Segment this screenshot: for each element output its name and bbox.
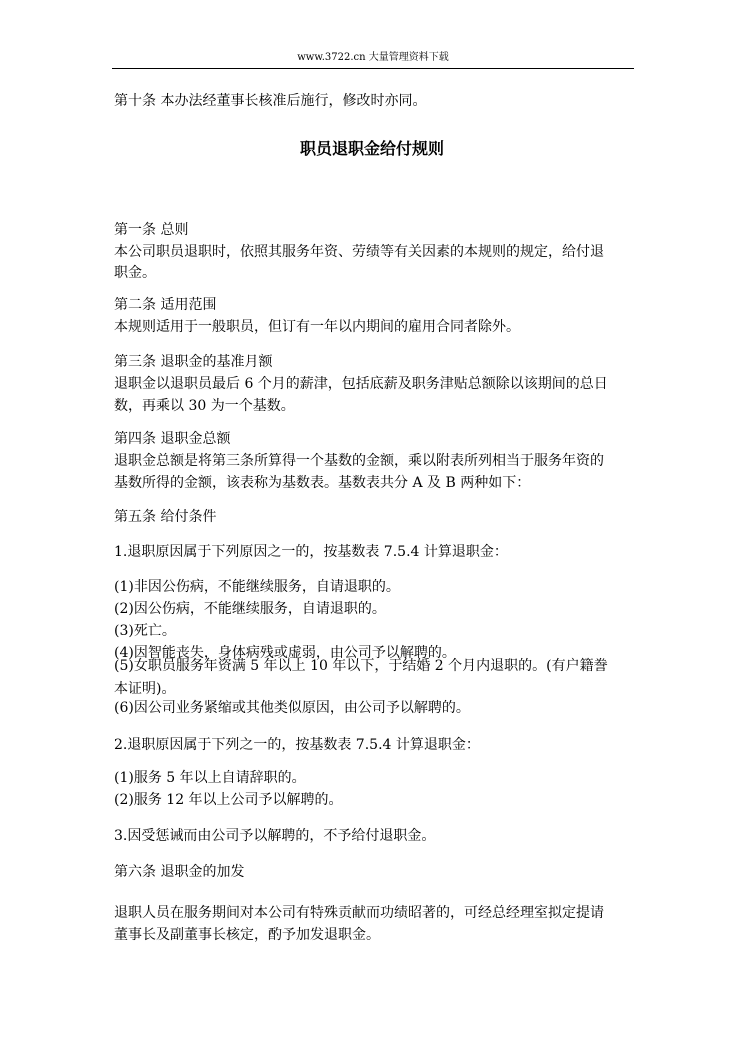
condition-2-item: (1)服务 5 年以上自请辞职的。 [114, 770, 306, 786]
article-4-text: 基数所得的金额，该表称为基数表。基数表共分 A 及 B 两种如下： [114, 475, 531, 491]
article-1-text: 本公司职员退职时，依照其服务年资、劳绩等有关因素的本规则的规定，给付退 [114, 244, 604, 260]
condition-2: 2.退职原因属于下列之一的，按基数表 7.5.4 计算退职金： [114, 737, 480, 753]
article-1-heading: 第一条 总则 [114, 222, 189, 238]
article-3-text: 数，再乘以 30 为一个基数。 [114, 398, 295, 414]
article-6-text: 退职人员在服务期间对本公司有特殊贡献而功绩昭著的，可经总经理室拟定提请 [114, 905, 604, 921]
condition-1-item: (2)因公伤病，不能继续服务，自请退职的。 [114, 601, 386, 617]
intro-text: 第十条 本办法经董事长核准后施行，修改时亦同。 [114, 93, 427, 109]
article-2-heading: 第二条 适用范围 [114, 297, 217, 313]
condition-1: 1.退职原因属于下列原因之一的，按基数表 7.5.4 计算退职金： [114, 544, 508, 560]
article-4-heading: 第四条 退职金总额 [114, 431, 231, 447]
article-1-text: 职金。 [114, 265, 156, 281]
condition-1-item: 本证明)。 [114, 681, 176, 697]
article-6-text: 董事长及副董事长核定，酌予加发退职金。 [114, 927, 380, 943]
page-header: www.3722.cn 大量管理资料下载 [112, 50, 634, 69]
article-3-text: 退职金以退职员最后 6 个月的薪津，包括底薪及职务津贴总额除以该期间的总日 [114, 376, 608, 392]
condition-2-item: (2)服务 12 年以上公司予以解聘的。 [114, 792, 343, 808]
document-title: 职员退职金给付规则 [299, 139, 444, 158]
condition-1-item: (6)因公司业务紧缩或其他类似原因，由公司予以解聘的。 [114, 700, 470, 716]
condition-1-item: (5)女职员服务年资满 5 年以上 10 年以下，于结婚 2 个月内退职的。(有户籍誊 [114, 658, 608, 674]
article-6-heading: 第六条 退职金的加发 [114, 864, 245, 880]
article-2-text: 本规则适用于一般职员，但订有一年以内期间的雇用合同者除外。 [114, 319, 520, 335]
condition-1-item: (3)死亡。 [114, 623, 176, 639]
article-3-heading: 第三条 退职金的基准月额 [114, 354, 273, 370]
condition-1-item: (4)因智能丧失，身体病残或虚弱，由公司予以解聘的。 [114, 645, 456, 661]
condition-1-item: (1)非因公伤病，不能继续服务，自请退职的。 [114, 579, 400, 595]
condition-3: 3.因受惩诫而由公司予以解聘的，不予给付退职金。 [114, 828, 436, 844]
article-4-text: 退职金总额是将第三条所算得一个基数的金额，乘以附表所列相当于服务年资的 [114, 453, 604, 469]
article-5-heading: 第五条 给付条件 [114, 509, 217, 525]
